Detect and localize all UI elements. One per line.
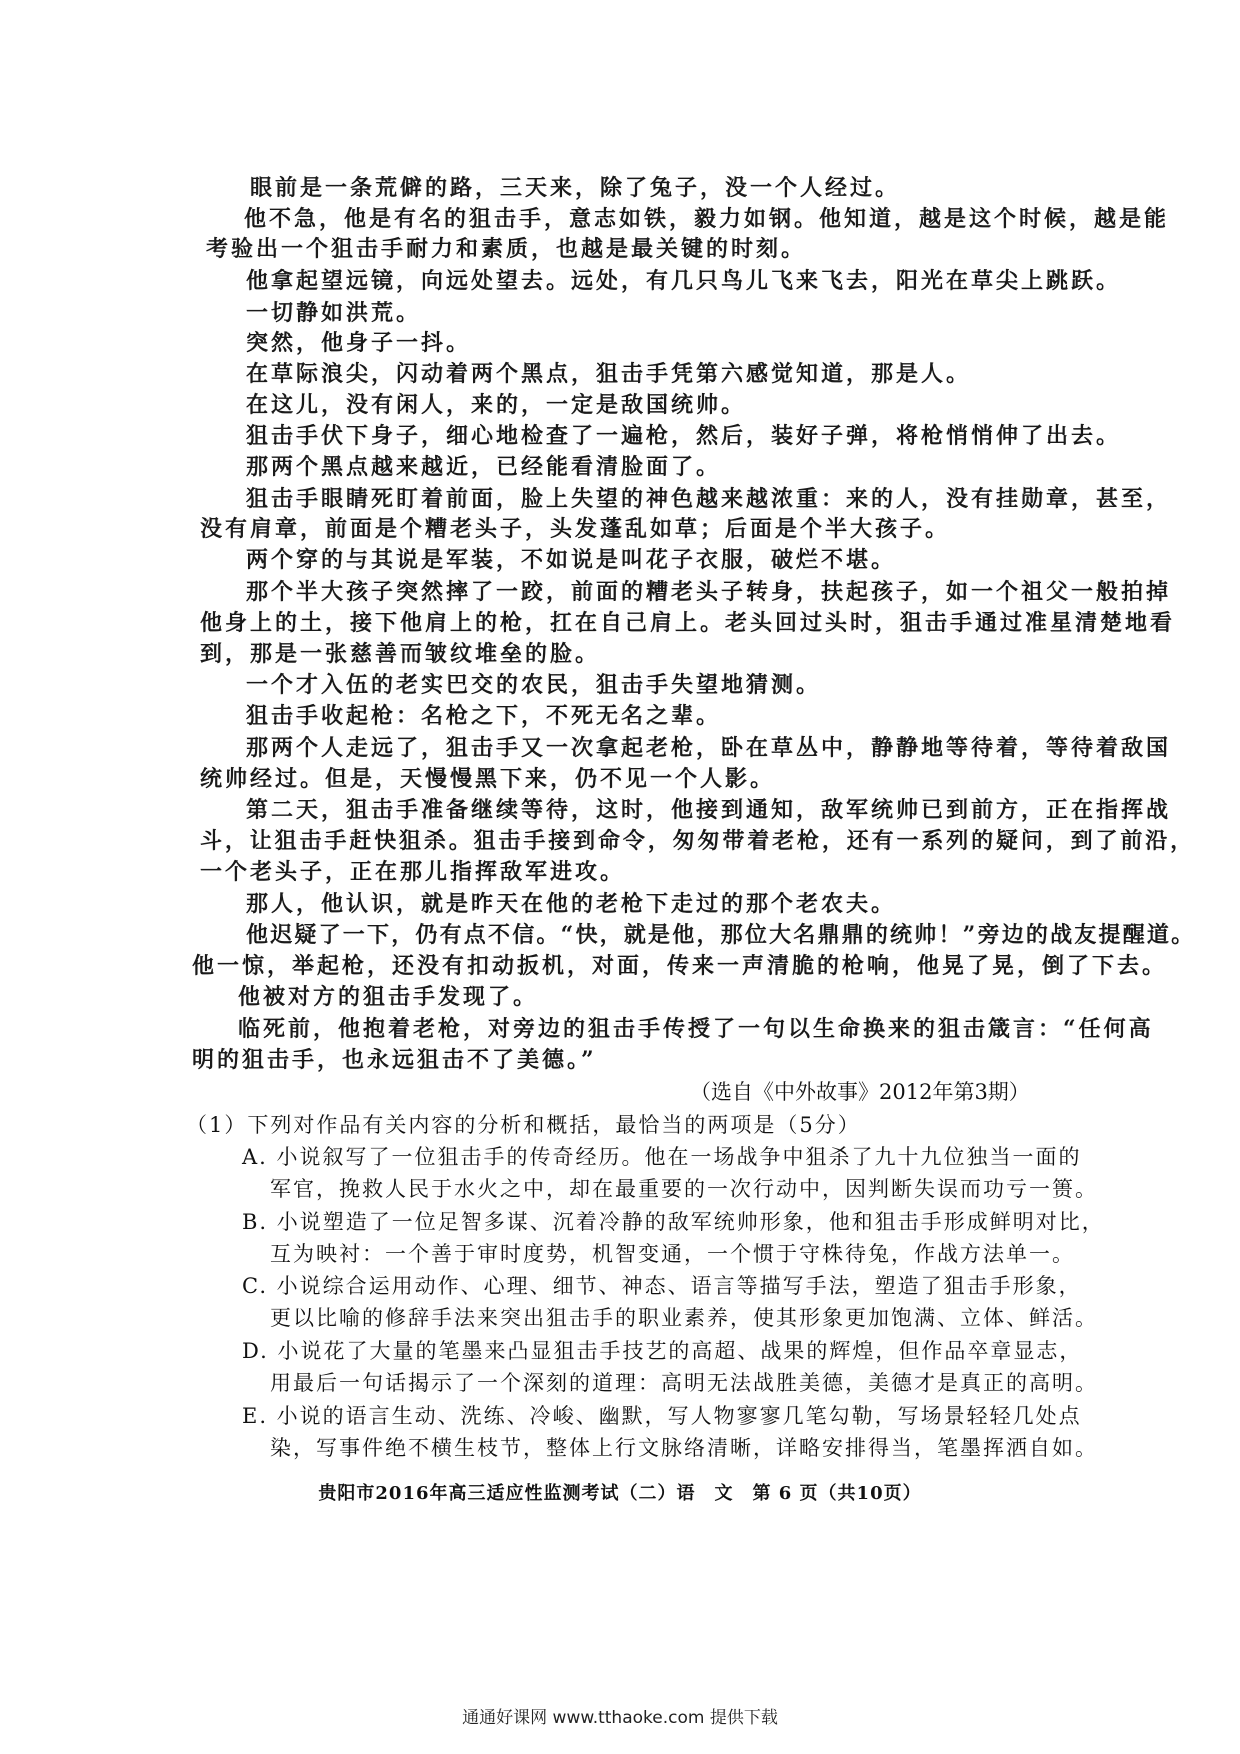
download-watermark: 通通好课网 www.tthaoke.com 提供下载 xyxy=(462,1708,778,1728)
option-b-line2: 互为映衬：一个善于审时度势，机智变通，一个惯于守株待兔，作战方法单一。 xyxy=(270,1242,1075,1266)
story-line: 他一惊，举起枪，还没有扣动扳机，对面，传来一声清脆的枪响，他晃了晃，倒了下去。 xyxy=(192,953,1168,979)
option-e-line2: 染，写事件绝不横生枝节，整体上行文脉络清晰，详略安排得当，笔墨挥洒自如。 xyxy=(270,1436,1098,1460)
story-line: 他迟疑了一下，仍有点不信。“快，就是他，那位大名鼎鼎的统帅！”旁边的战友提醒道。 xyxy=(246,922,1196,948)
story-line: 一个老头子，正在那儿指挥敌军进攻。 xyxy=(200,859,626,885)
story-line: 临死前，他抱着老枪，对旁边的狙击手传授了一句以生命换来的狙击箴言：“任何高 xyxy=(238,1016,1154,1042)
story-line: 一个才入伍的老实巴交的农民，狙击手失望地猜测。 xyxy=(246,672,822,698)
story-line: 那两个黑点越来越近，已经能看清脸面了。 xyxy=(246,454,722,480)
story-line: 狙击手伏下身子，细心地检查了一遍枪，然后，装好子弹，将枪悄悄伸了出去。 xyxy=(246,423,1122,449)
story-line: 第二天，狙击手准备继续等待，这时，他接到通知，敌军统帅已到前方，正在指挥战 xyxy=(246,797,1172,823)
story-line: 两个穿的与其说是军装，不如说是叫花子衣服，破烂不堪。 xyxy=(246,547,897,573)
option-a-line1: A. 小说叙写了一位狙击手的传奇经历。他在一场战争中狙杀了九十九位独当一面的 xyxy=(242,1145,1082,1169)
story-line: 明的狙击手，也永远狙击不了美德。” xyxy=(192,1047,597,1073)
story-line: 斗，让狙击手赶快狙杀。狙击手接到命令，匆匆带着老枪，还有一系列的疑问，到了前沿， xyxy=(200,828,1196,854)
story-line: 他身上的土，接下他肩上的枪，扛在自己肩上。老头回过头时，狙击手通过准星清楚地看 xyxy=(200,610,1176,636)
story-line: 狙击手眼睛死盯着前面，脸上失望的神色越来越浓重：来的人，没有挂勋章，甚至， xyxy=(246,486,1172,512)
page-footer: 贵阳市2016年高三适应性监测考试（二）语 文 第 6 页（共10页） xyxy=(318,1483,922,1504)
story-line: 他拿起望远镜，向远处望去。远处，有几只鸟儿飞来飞去，阳光在草尖上跳跃。 xyxy=(246,268,1122,294)
story-line: 统帅经过。但是，天慢慢黑下来，仍不见一个人影。 xyxy=(200,766,776,792)
source-citation: （选自《中外故事》2012年第3期） xyxy=(690,1080,1030,1104)
story-line: 一切静如洪荒。 xyxy=(246,300,422,326)
story-line: 他不急，他是有名的狙击手，意志如铁，毅力如钢。他知道，越是这个时候，越是能 xyxy=(244,206,1170,232)
option-d-line1: D. 小说花了大量的笔墨来凸显狙击手技艺的高超、战果的辉煌，但作品卒章显志， xyxy=(242,1339,1083,1363)
story-line: 狙击手收起枪：名枪之下，不死无名之辈。 xyxy=(246,703,722,729)
story-line: 他被对方的狙击手发现了。 xyxy=(238,984,539,1010)
option-a-line2: 军官，挽救人民于水火之中，却在最重要的一次行动中，因判断失误而功亏一篑。 xyxy=(270,1177,1098,1201)
story-line: 那两个人走远了，狙击手又一次拿起老枪，卧在草丛中，静静地等待着，等待着敌国 xyxy=(246,735,1172,761)
option-c-line1: C. 小说综合运用动作、心理、细节、神态、语言等描写手法，塑造了狙击手形象， xyxy=(242,1274,1082,1298)
story-line: 在草际浪尖，闪动着两个黑点，狙击手凭第六感觉知道，那是人。 xyxy=(246,361,972,387)
question-stem: （1）下列对作品有关内容的分析和概括，最恰当的两项是（5分） xyxy=(186,1113,861,1137)
story-line: 到，那是一张慈善而皱纹堆垒的脸。 xyxy=(200,641,601,667)
option-b-line1: B. 小说塑造了一位足智多谋、沉着冷静的敌军统帅形象，他和狙击手形成鲜明对比， xyxy=(242,1210,1105,1234)
story-line: 眼前是一条荒僻的路，三天来，除了兔子，没一个人经过。 xyxy=(250,175,901,201)
story-line: 没有肩章，前面是个糟老头子，头发蓬乱如草；后面是个半大孩子。 xyxy=(200,516,951,542)
story-line: 在这儿，没有闲人，来的，一定是敌国统帅。 xyxy=(246,392,747,418)
option-d-line2: 用最后一句话揭示了一个深刻的道理：高明无法战胜美德，美德才是真正的高明。 xyxy=(270,1371,1098,1395)
story-line: 考验出一个狙击手耐力和素质，也越是最关键的时刻。 xyxy=(206,236,807,262)
option-c-line2: 更以比喻的修辞手法来突出狙击手的职业素养，使其形象更加饱满、立体、鲜活。 xyxy=(270,1306,1098,1330)
story-line: 那人，他认识，就是昨天在他的老枪下走过的那个老农夫。 xyxy=(246,891,897,917)
story-line: 突然，他身子一抖。 xyxy=(246,330,472,356)
option-e-line1: E. 小说的语言生动、洗练、冷峻、幽默，写人物寥寥几笔勾勒，写场景轻轻几处点 xyxy=(242,1404,1082,1428)
story-line: 那个半大孩子突然摔了一跤，前面的糟老头子转身，扶起孩子，如一个祖父一般拍掉 xyxy=(246,579,1172,605)
